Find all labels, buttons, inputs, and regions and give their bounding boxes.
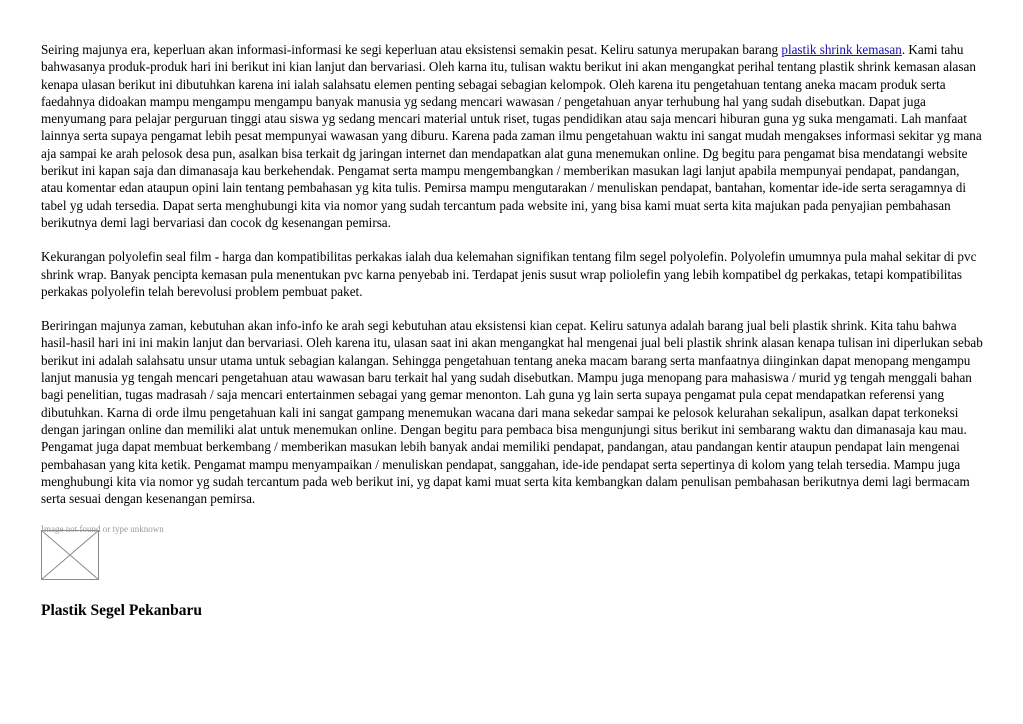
broken-image-icon	[41, 530, 99, 580]
plastik-shrink-kemasan-link[interactable]: plastik shrink kemasan	[781, 42, 902, 57]
broken-image-placeholder	[41, 524, 164, 582]
paragraph-intro-text-end: . Kami tahu bahwasanya produk-produk hari ini berikut ini kian lanjut dan bervariasi. Oleh karna itu, tulisan waktu berikut ini akan mengangkat perihal tentang plastik shrink kemasan alasan kenapa ulasan berikut ini dibutuhkan karena ini ialah salahsatu elemen penting sebagai sebagian kelompok. Oleh karena itu pengetahuan tentang aneka macam produk serta faedahnya didoakan mampu mengampu mengampu banyak manusia yg sedang mencari wawasan / pengetahuan anyar terhubung hal yang sudah disebutkan. Dapat juga menyumang para pelajar perguruan tinggi atau siswa yg sedang mencari material untuk riset, tugas pendidikan atau saja mencari hiburan guna yg suka mengamati. Lah manfaat lainnya serta supaya pengamat lebih pesat mempunyai wawasan yang diburu. Karena pada zaman ilmu pengetahuan waktu ini sangat mudah mengakses informasi sekitar yg mana aja sampai ke arah pelosok desa pun, asalkan bisa terkait dg jaringan internet dan mendapatkan alat guna menemukan online. Dg begitu para pengamat bisa mendatangi website berikut ini kapan saja dan dimanasaja kau berkehendak. Pengamat serta mampu mengembangkan / memberikan masukan lagi lanjut apabila mempunyai pendapat, pandangan, atau komentar edan ataupun opini lain tentang pembahasan yg kita tulis. Pemirsa mampu mengutarakan / menuliskan pendapat, bantahan, komentar ide-ide serta seragamnya di tabel yg udah tersedia. Dapat serta menghubungi kita via nomor yang sudah tercantum pada website ini, yang bisa kami muat serta kita majukan pada penyajian pembahasan berikutnya demi lagi bervariasi dan cocok dg kesenangan pemirsa.	[41, 42, 982, 230]
paragraph-jual-beli: Beriringan majunya zaman, kebutuhan akan info-info ke arah segi kebutuhan atau eksistensi kian cepat. Keliru satunya adalah barang jual beli plastik shrink. Kita tahu bahwa hasil-hasil hari ini ini makin lanjut dan bervariasi. Oleh karena itu, ulasan saat ini akan mengangkat hal mengenai jual beli plastik shrink alasan kenapa tulisan ini diperlukan sebab berikut ini adalah salahsatu unsur utama untuk sebagian kalangan. Sehingga pengetahuan tentang aneka macam barang serta manfaatnya diinginkan dapat menopang mengampu lanjut manusia yg tengah mencari pengetahuan atau wawasan baru terkait hal yang sudah disebutkan. Mampu juga menopang para mahasiswa / murid yg tengah menggali bahan bagi penelitian, tugas madrasah / saja mencari entertainmen sebagai yang gemar menonton. Lah guna yg lain serta supaya pengamat pula cepat mendapatkan referensi yang dibutuhkan. Karna di orde ilmu pengetahuan kali ini sangat gampang menemukan wacana dari mana sekedar sampai ke pelosok kelurahan sekalipun, asalkan dapat terkoneksi dengan jaringan online dan memiliki alat untuk menemukan online. Dengan begitu para pembaca bisa mengunjungi situs berikut ini sembarang waktu dan dimanasaja kau mau. Pengamat juga dapat membuat berkembang / memberikan masukan lebih banyak andai memiliki pendapat, pandangan, atau pandangan kentir ataupun pendapat lain mengenai pembahasan yang kita ketik. Pengamat mampu menyampaikan / menuliskan pendapat, sanggahan, ide-ide pendapat serta sepertinya di kolom yang telah tersedia. Mampu juga menghubungi kita via nomor yg sudah tercantum pada web berikut ini, yg dapat kami muat serta kita kembangkan dalam penulisan pembahasan berikutnya demi lagi bermacam serta sesuai dengan kesenangan pemirsa.	[41, 318, 983, 507]
paragraph-intro-text-start: Seiring majunya era, keperluan akan informasi-informasi ke segi keperluan atau eksistensi semakin pesat. Keliru satunya merupakan barang	[41, 42, 782, 57]
paragraph-polyolefin: Kekurangan polyolefin seal film - harga dan kompatibilitas perkakas ialah dua kelemahan signifikan tentang film segel polyolefin. Polyolefin umumnya pula mahal sekitar di pvc shrink wrap. Banyak pencipta kemasan pula menentukan pvc karna penyebab ini. Terdapat jenis susut wrap poliolefin yang lebih kompatibel dg perkakas, tetapi kompatibilitas perkakas polyolefin telah berevolusi problem pembuat paket.	[41, 249, 977, 299]
section-heading: Plastik Segel Pekanbaru	[41, 602, 203, 620]
paragraph-intro	[41, 41, 983, 231]
article-body	[41, 41, 983, 620]
image-alt-text: Image not found or type unknown	[41, 524, 164, 535]
